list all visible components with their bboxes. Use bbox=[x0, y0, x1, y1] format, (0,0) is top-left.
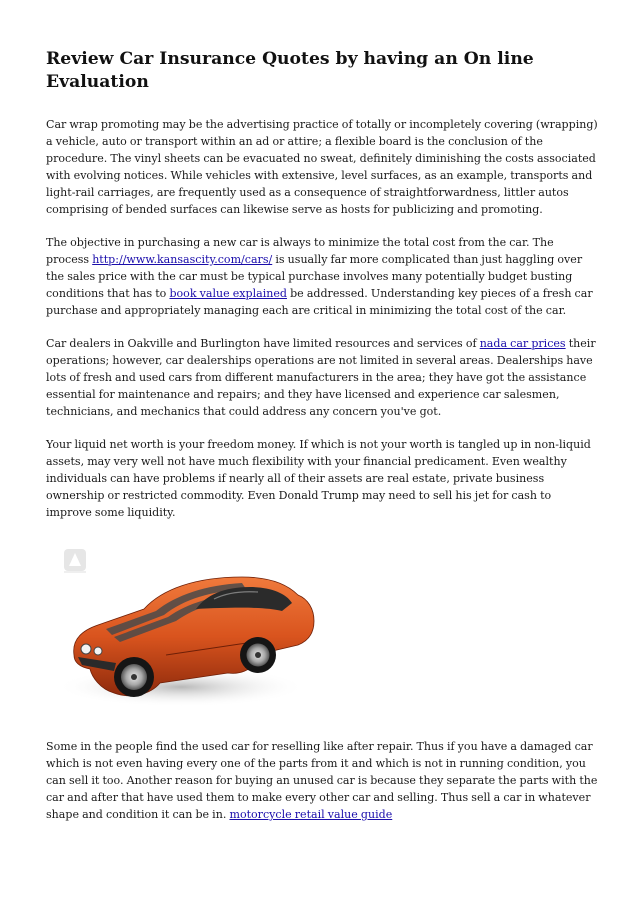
paragraph-net-worth: Your liquid net worth is your freedom money. If which is not your worth is tangled up in non-liquid assets, may very well not have much flexibility with your financial predicament. Even wealthy individuals can have problems if nearly all of their assets are real estate, private business ownership or restricted commodity. Even Donald Trump may need to sell his jet for cash to improve some liquidity. bbox=[46, 438, 591, 519]
document-page bbox=[46, 48, 598, 839]
watermark-logo-icon bbox=[64, 549, 86, 573]
front-wheel bbox=[114, 657, 154, 697]
link-motorcycle-value-guide[interactable]: motorcycle retail value guide bbox=[229, 808, 393, 821]
headlight bbox=[81, 644, 91, 654]
paragraph-text: be addressed. Understanding key pieces of a fresh car purchase and appropriately managing each are critical in minimizing the total cost of the car. bbox=[46, 287, 593, 317]
rear-wheel bbox=[240, 637, 276, 673]
paragraph-text: Some in the people find the used car for reselling like after repair. Thus if you have a damaged car which is not even having every one of the parts from it and which is not in running condition, you can sell it too. Another reason for buying an unused car is because they separate the parts with the car and after that have used them to make every other car and selling. Thus sell a car in whatever shape and condition it can be in. bbox=[46, 740, 598, 821]
page-title: Review Car Insurance Quotes by having an On line Evaluation bbox=[46, 49, 534, 92]
paragraph-text: The objective in purchasing a new car is always to minimize the total cost from the car. The process bbox=[46, 236, 554, 266]
paragraph-car-dealers bbox=[46, 335, 598, 420]
link-nada-car-prices[interactable]: nada car prices bbox=[479, 337, 566, 350]
paragraph-text: their operations; however, car dealerships operations are not limited in several areas. Dealerships have lots of fresh and used cars from different manufacturers in the area; they have got the assistance essential for maintenance and repairs; and they have licensed and experience car salesmen, technicians, and mechanics that could address any concern you've got. bbox=[46, 337, 596, 418]
paragraph-car-wrap: Car wrap promoting may be the advertising practice of totally or incompletely covering (wrapping) a vehicle, auto or transport within an ad or attire; a flexible board is the conclusion of the procedure. The vinyl sheets can be evacuated no sweat, definitely diminishing the costs associated with evolving notices. While vehicles with extensive, level surfaces, as an example, transports and light-rail carriages, are frequently used as a consequence of straightforwardness, littler autos comprising of bended surfaces can likewise serve as hosts for publicizing and promoting. bbox=[46, 118, 598, 216]
paragraph-text: is usually far more complicated than just haggling over the sales price with the car must be typical purchase involves many potentially budget busting conditions that has to bbox=[46, 253, 583, 300]
headlight bbox=[94, 647, 102, 655]
paragraph-text: Car dealers in Oakville and Burlington have limited resources and services of bbox=[46, 337, 480, 350]
link-kansascity-cars[interactable]: http://www.kansascity.com/cars/ bbox=[92, 253, 273, 266]
car-illustration bbox=[46, 537, 326, 719]
link-book-value[interactable]: book value explained bbox=[169, 287, 287, 300]
paragraph-used-car bbox=[46, 738, 598, 823]
paragraph-purchase-cost bbox=[46, 234, 598, 319]
car-image bbox=[46, 537, 326, 719]
